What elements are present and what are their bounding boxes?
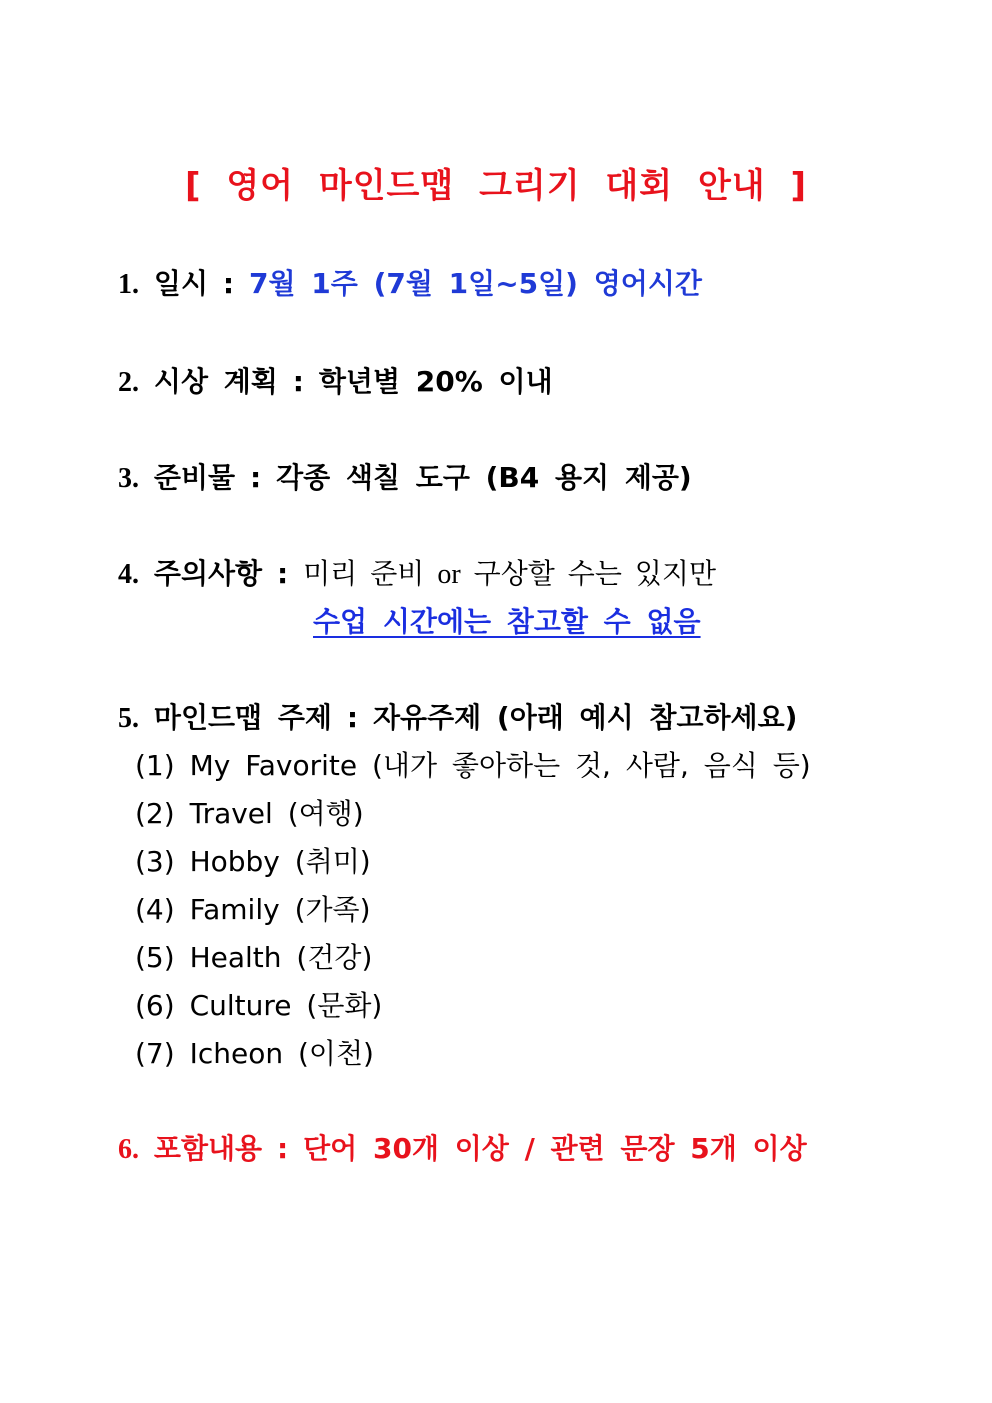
- topic-index: (3): [135, 845, 175, 878]
- item-value: 7월 1주 (7월 1일~5일) 영어시간: [249, 267, 702, 300]
- item-number: 6.: [118, 1134, 139, 1165]
- topic-index: (4): [135, 893, 175, 926]
- item-number: 1.: [118, 269, 139, 300]
- topic-list-item: [135, 1032, 374, 1072]
- item-separator: :: [222, 267, 235, 300]
- item-materials: [118, 456, 692, 496]
- topic-index: (2): [135, 797, 175, 830]
- item-label: 시상 계획: [153, 365, 278, 398]
- item-separator: :: [249, 461, 262, 494]
- item-value: 단어 30개 이상 / 관련 문장 5개 이상: [303, 1132, 807, 1165]
- item-topic: [118, 696, 797, 736]
- item-label: 주의사항: [153, 557, 263, 590]
- topic-text: Culture (문화): [189, 989, 383, 1022]
- item-label: 준비물: [153, 461, 236, 494]
- item-separator: :: [346, 701, 359, 734]
- topic-index: (6): [135, 989, 175, 1022]
- item-award-plan: [118, 360, 553, 400]
- item-number: 3.: [118, 463, 139, 494]
- item-label: 마인드맵 주제: [153, 701, 332, 734]
- topic-text: Travel (여행): [189, 797, 364, 830]
- item-content-requirements: [118, 1127, 807, 1167]
- topic-list-item: [135, 744, 811, 784]
- topic-text: My Favorite (내가 좋아하는 것, 사람, 음식 등): [189, 749, 811, 782]
- topic-index: (5): [135, 941, 175, 974]
- item-label: 포함내용: [153, 1132, 263, 1165]
- item-value: 학년별 20% 이내: [318, 365, 553, 398]
- item-number: 2.: [118, 367, 139, 398]
- item-value: 미리 준비 or 구상할 수는 있지만: [303, 559, 717, 590]
- item-number: 4.: [118, 559, 139, 590]
- topic-index: (7): [135, 1037, 175, 1070]
- item-cautions: [118, 552, 716, 592]
- topic-list-item: [135, 936, 372, 976]
- item-value: 자유주제 (아래 예시 참고하세요): [372, 701, 798, 734]
- item-value: 각종 색칠 도구 (B4 용지 제공): [276, 461, 692, 494]
- topic-index: (1): [135, 749, 175, 782]
- topic-text: Health (건강): [189, 941, 373, 974]
- item-separator: :: [277, 557, 289, 590]
- topic-text: Family (가족): [189, 893, 371, 926]
- item-separator: :: [292, 365, 304, 398]
- item-date: [118, 262, 702, 302]
- topic-text: Hobby (취미): [189, 845, 371, 878]
- item-cautions-continued: [313, 600, 701, 640]
- topic-list-item: [135, 840, 371, 880]
- item-separator: :: [277, 1132, 289, 1165]
- caution-emphasis: 수업 시간에는 참고할 수 없음: [313, 605, 701, 638]
- topic-list-item: [135, 984, 382, 1024]
- page-title: [ 영어 마인드맵 그리기 대회 안내 ]: [184, 166, 808, 206]
- topic-list-item: [135, 792, 364, 832]
- topic-list-item: [135, 888, 371, 928]
- topic-text: Icheon (이천): [189, 1037, 374, 1070]
- item-label: 일시: [153, 267, 209, 300]
- item-number: 5.: [118, 703, 139, 734]
